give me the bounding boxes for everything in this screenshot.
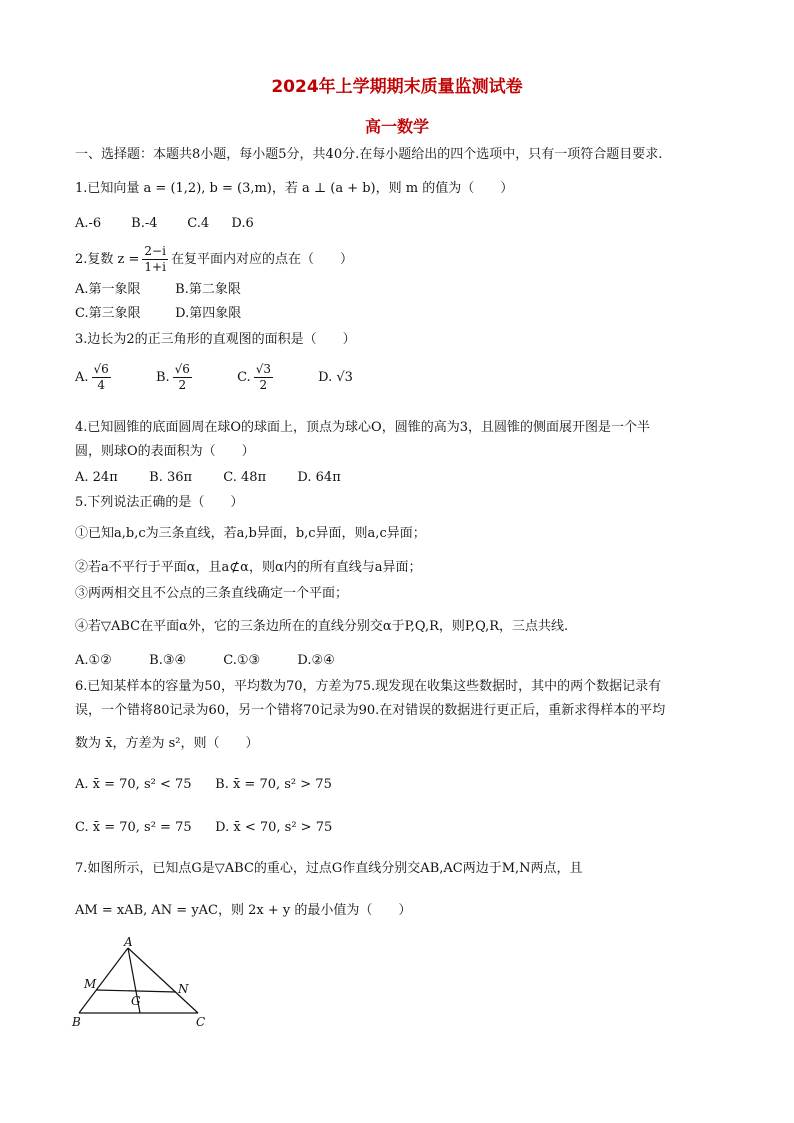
q5-statement-1: ①已知a,b,c为三条直线，若a,b异面，b,c异面，则a,c异面；	[75, 526, 426, 541]
exam-subject: 高一数学	[364, 117, 429, 136]
q5-statement-4: ④若▽ABC在平面α外，它的三条边所在的直线分别交α于P,Q,R，则P,Q,R，三点共线.	[75, 619, 569, 634]
q2-suffix: 在复平面内对应的点在（ ）	[170, 252, 353, 267]
question-6-line-1: 6.已知某样本的容量为50，平均数为70，方差为75.现发现在收集这些数据时，其中的两个数据记录有	[75, 679, 662, 694]
triangle-diagram	[70, 935, 220, 1035]
q5-statement-3: ③两两相交且不公点的三条直线确定一个平面；	[75, 586, 349, 601]
q4-option-a: A. 24π	[75, 470, 118, 485]
label-a: A	[124, 935, 133, 949]
question-3-options	[75, 362, 391, 393]
q3-b-num: √6	[174, 362, 190, 376]
question-2-options-row1	[75, 281, 241, 299]
q3-option-b	[156, 362, 195, 393]
q3-option-a	[75, 362, 114, 393]
q3-c-den: 2	[259, 378, 268, 392]
q6-option-c: C. x̄ = 70, s² = 75	[75, 820, 192, 835]
q4-option-d: D. 64π	[297, 470, 341, 485]
q3-a-num: √6	[93, 362, 109, 376]
q3-d-val: √3	[336, 369, 353, 385]
q2-option-c: C.第三象限	[75, 306, 141, 321]
question-2-options-row2	[75, 305, 241, 323]
q3-option-c-label: C.	[237, 370, 251, 385]
question-6-line-3: 数为 x̄，方差为 s²，则（ ）	[75, 736, 259, 751]
question-5-options	[75, 652, 335, 670]
question-6-options-row2	[75, 819, 332, 837]
q6-option-a: A. x̄ = 70, s² < 75	[75, 777, 192, 792]
question-4-line-1: 4.已知圆锥的底面圆周在球O的球面上，顶点为球心O，圆锥的高为3，且圆锥的侧面展开图是一个半	[75, 420, 650, 435]
label-n: N	[178, 982, 189, 996]
q2-option-a: A.第一象限	[75, 282, 141, 297]
question-6-options-row1	[75, 776, 332, 794]
q5-option-c: C.①③	[223, 653, 261, 668]
q2-numerator: 2−i	[144, 244, 166, 258]
question-7-line-1: 7.如图所示，已知点G是▽ABC的重心，过点G作直线分别交AB,AC两边于M,N两点，且	[75, 861, 583, 876]
q2-option-d: D.第四象限	[175, 306, 242, 321]
q4-option-b: B. 36π	[149, 470, 193, 485]
question-1: 1.已知向量 a = (1,2), b = (3,m)，若 a ⊥ (a + b)，则 m 的值为（ ）	[75, 181, 514, 196]
question-5: 5.下列说法正确的是（ ）	[75, 495, 244, 510]
q5-option-a: A.①②	[75, 653, 112, 668]
q1-option-a: A.-6	[75, 216, 102, 231]
q5-option-d: D.②④	[297, 653, 335, 668]
q1-option-c: C.4	[187, 216, 210, 231]
q5-option-b: B.③④	[149, 653, 187, 668]
q6-option-b: B. x̄ = 70, s² > 75	[215, 777, 332, 792]
label-m: M	[84, 977, 97, 991]
question-6-line-2: 误，一个错将80记录为60，另一个错将70记录为90.在对错误的数据进行更正后，重新求得样本的平均	[75, 703, 666, 718]
q4-option-c: C. 48π	[223, 470, 267, 485]
q6-option-d: D. x̄ < 70, s² > 75	[215, 820, 333, 835]
question-7-line-2: AM = xAB, AN = yAC，则 2x + y 的最小值为（ ）	[75, 903, 412, 918]
q3-a-den: 4	[97, 378, 105, 392]
question-2	[75, 244, 353, 275]
q3-c-num: √3	[255, 362, 271, 376]
label-c: C	[196, 1015, 206, 1029]
question-3: 3.边长为2的正三角形的直观图的面积是（ ）	[75, 332, 356, 347]
q3-b-den: 2	[178, 378, 187, 392]
q3-option-c	[237, 362, 276, 393]
q2-denominator: 1+i	[144, 260, 166, 274]
q1-option-b: B.-4	[131, 216, 158, 231]
question-4-line-2: 圆，则球O的表面积为（ ）	[75, 444, 255, 459]
q3-option-d	[318, 369, 353, 387]
q5-statement-2: ②若a不平行于平面α，且a⊄α，则α内的所有直线与a异面；	[75, 560, 422, 575]
q3-option-b-label: B.	[155, 370, 170, 385]
q3-option-a-label: A.	[75, 370, 89, 385]
q1-option-d: D.6	[231, 216, 254, 231]
label-b: B	[72, 1015, 81, 1029]
q2-fraction	[142, 244, 168, 275]
section-heading: 一、选择题：本题共8小题，每小题5分，共40分.在每小题给出的四个选项中，只有一项符合题目要求.	[75, 147, 663, 162]
q2-prefix: 2.复数 z =	[75, 252, 140, 267]
question-1-options	[75, 215, 254, 233]
q2-option-b: B.第二象限	[175, 282, 241, 297]
q3-option-d-label: D.	[318, 369, 333, 385]
label-g: G	[131, 994, 141, 1008]
exam-title: 2024年上学期期末质量监测试卷	[271, 77, 523, 97]
question-4-options	[75, 469, 341, 487]
